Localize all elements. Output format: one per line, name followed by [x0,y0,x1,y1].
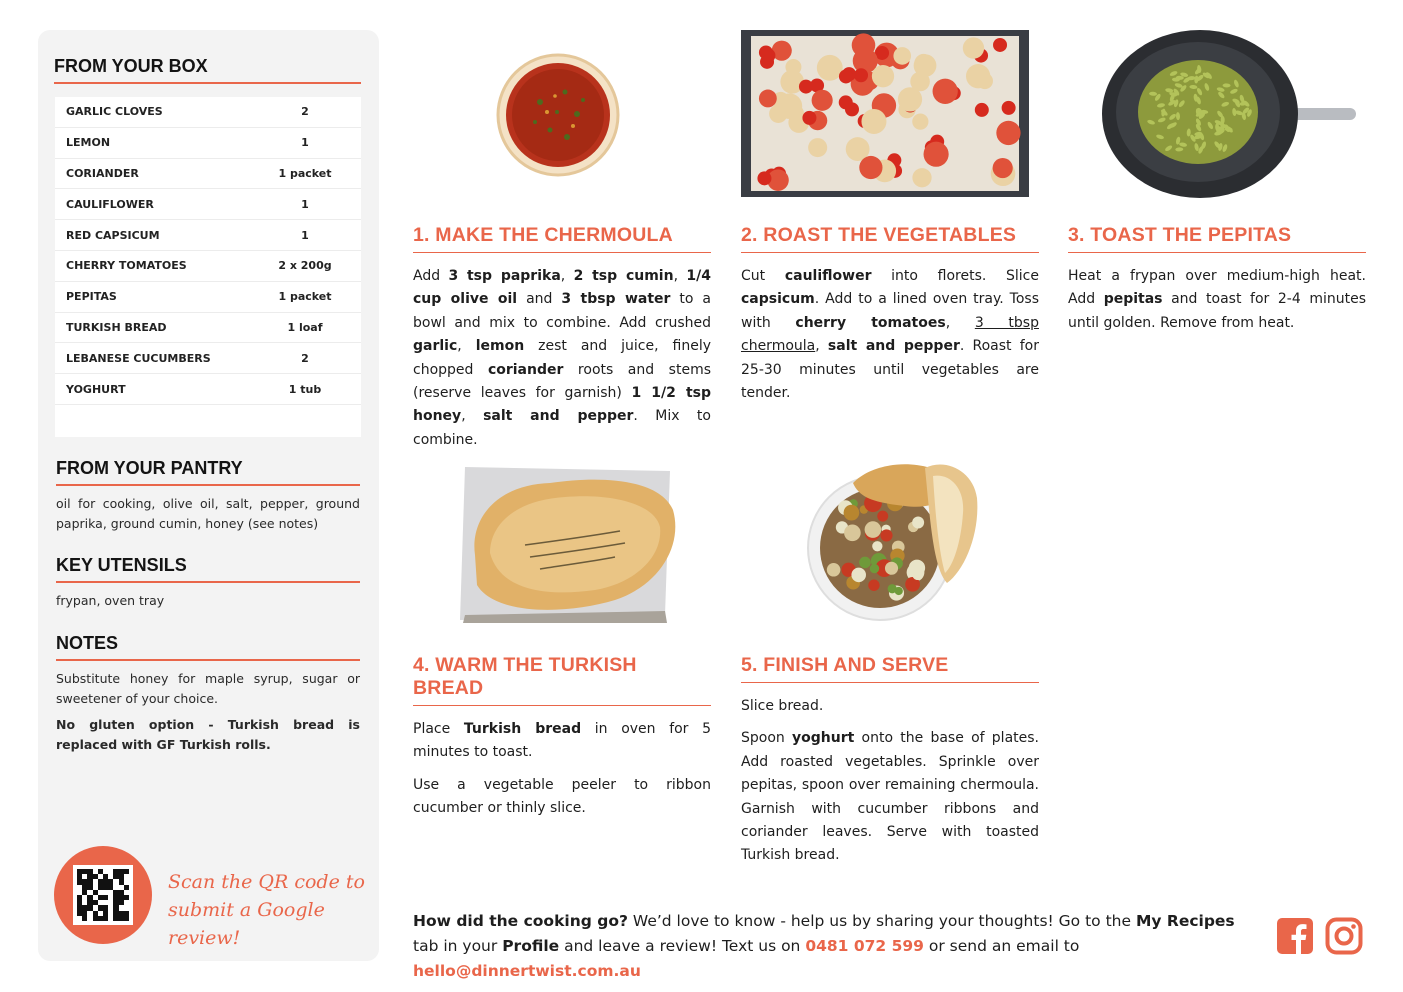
step-text-run: to a bowl and mix to combine. Add crushed [413,291,711,331]
step-text-run: Slice bread. [741,698,824,714]
utensils-section [56,555,360,611]
step-4-text [413,718,711,821]
step-paragraph [413,265,711,452]
ingredients-sidebar [38,30,379,961]
from-your-pantry-title: FROM YOUR PANTRY [56,458,360,486]
notes-title: NOTES [56,633,360,661]
ingredient-qty: 2 [301,351,309,365]
step-paragraph [413,718,711,765]
email-link[interactable]: hello@dinnertwist.com.au [413,962,641,980]
step-paragraph [1068,265,1366,335]
ingredient-row [55,313,361,344]
phone-link[interactable]: 0481 072 599 [805,937,924,955]
ingredient-row [55,159,361,190]
step-text-run: roots and stems (reserve leaves for garnish) [413,361,711,402]
notes-gluten-text: No gluten option - Turkish bread is replaced with GF Turkish rolls. [56,717,360,752]
step-text-run: Heat a frypan over medium-high heat. Add [1068,268,1366,308]
ingredient-highlight: 1 1/2 tsp honey [413,385,711,425]
step-text-run: Add [413,268,449,284]
step-text-run: into florets. Slice [871,268,1039,284]
step-1-title: 1. MAKE THE CHERMOULA [413,224,711,253]
ingredient-highlight: Turkish bread [463,721,582,737]
step-text-run: onto the base of plates. Add roasted vegetables. Sprinkle over pepitas, spoon over remaining chermoula. Garnish with cucumber ribbons and coriander leaves. Serve with toasted Turkish bread. [741,730,1039,864]
step-4 [413,654,711,821]
ingredient-highlight: pepitas [1103,291,1163,308]
footer-question: How did the cooking go? [413,912,628,930]
ingredient-highlight: 3 tbsp chermoula [741,314,1039,355]
ingredient-qty: 1 [301,228,309,242]
ingredient-qty: 2 [301,105,309,119]
ingredient-row [55,189,361,220]
step-text-run: Cut [741,268,785,284]
step-2-text [741,265,1039,405]
step-text-run: , [461,408,484,425]
ingredient-row [55,220,361,251]
step-text-run: , [673,268,687,284]
ingredient-highlight: 3 tsp paprika [448,268,561,284]
step-text-run: Use a vegetable peeler to ribbon cucumber or thinly slice. [413,776,711,817]
step-text-run: . Add to a lined oven tray. Toss with [741,291,1039,331]
ingredient-qty: 1 tub [288,382,322,396]
utensils-text: frypan, oven tray [56,593,165,608]
step-paragraph [741,265,1039,405]
roast-vegetables-tray-image [741,30,1029,197]
ingredient-row [55,128,361,159]
my-recipes-link[interactable]: My Recipes [1135,912,1235,930]
step-text-run: and toast for 2-4 minutes until golden. Remove from heat. [1068,291,1366,331]
step-text-run: and [517,291,562,308]
footer-text-4: or send an email to [923,937,1080,955]
key-utensils-title: KEY UTENSILS [56,555,360,583]
qr-review-text [168,868,368,952]
ingredient-qty: 1 loaf [287,320,323,334]
step-5-title: 5. FINISH AND SERVE [741,654,1039,683]
qr-text-line2: submit a Google review! [168,899,325,949]
step-text-run: , [560,268,574,284]
step-paragraph [741,727,1039,867]
step-text-run: . Mix to combine. [413,408,711,448]
step-2-title: 2. ROAST THE VEGETABLES [741,224,1039,253]
footer-text-2: tab in your [413,937,503,955]
ingredient-row [55,282,361,313]
step-1 [413,224,711,452]
ingredient-qty: 1 packet [278,290,332,304]
frypan-pepitas-image [1100,30,1358,198]
ingredient-highlight: yoghurt [792,730,855,747]
ingredient-name: LEBANESE CUCUMBERS [66,351,211,365]
step-5-text [741,695,1039,868]
ingredient-highlight: cauliflower [784,268,872,284]
qr-code-badge[interactable] [54,846,152,944]
step-2 [741,224,1039,405]
ingredient-highlight: cherry tomatoes [795,314,946,331]
step-4-title: 4. WARM THE TURKISH BREAD [413,654,711,706]
ingredient-highlight: 3 tbsp water [561,291,671,308]
ingredient-name: PEPITAS [66,290,117,304]
ingredient-highlight: salt and pepper [827,338,960,355]
ingredient-highlight: salt and pepper [483,408,634,425]
ingredient-name: LEMON [66,136,111,150]
ingredient-name: YOGHURT [66,382,126,396]
ingredient-row [55,251,361,282]
pantry-section [56,458,360,534]
footer-text-1: We’d love to know - help us by sharing your thoughts! Go to the [627,912,1136,930]
notes-text: Substitute honey for maple syrup, sugar or sweetener of your choice. [56,671,360,706]
chermoula-bowl-image [495,52,621,178]
ingredient-qty: 1 [301,136,309,150]
profile-link[interactable]: Profile [502,937,560,955]
ingredient-highlight: lemon [475,338,525,355]
pantry-text: oil for cooking, olive oil, salt, pepper, ground paprika, ground cumin, honey (see notes) [56,496,360,531]
step-3-text [1068,265,1366,335]
qr-text-line1: Scan the QR code to [168,871,365,893]
ingredient-name: CHERRY TOMATOES [66,259,187,273]
ingredient-qty: 1 [301,197,309,211]
ingredient-highlight: coriander [487,361,564,378]
turkish-bread-image [455,465,683,623]
step-3-title: 3. TOAST THE PEPITAS [1068,224,1366,253]
ingredient-row [55,97,361,128]
ingredient-name: GARLIC CLOVES [66,105,163,119]
step-text-run: Place [413,721,464,737]
footer-text-3: and leave a review! Text us on [559,937,806,955]
ingredient-name: CAULIFLOWER [66,197,154,211]
step-5 [741,654,1039,868]
ingredient-name: CORIANDER [66,166,139,180]
qr-code-icon[interactable] [73,865,133,925]
ingredient-highlight: 1/4 cup olive oil [413,268,711,308]
feedback-footer [413,909,1263,984]
ingredient-name: RED CAPSICUM [66,228,160,242]
step-text-run: , [945,314,975,331]
facebook-icon[interactable] [1276,917,1314,955]
step-text-run: , [457,338,476,355]
step-3 [1068,224,1366,335]
step-paragraph [741,695,1039,718]
ingredient-highlight: garlic [413,338,458,355]
step-1-text [413,265,711,452]
ingredient-name: TURKISH BREAD [66,320,167,334]
notes-section [56,633,360,755]
ingredient-qty: 2 x 200g [278,259,332,273]
step-text-run: in oven for 5 minutes to toast. [413,721,712,761]
step-text-run: , [815,338,828,355]
finished-dish-image [805,458,980,624]
step-text-run: Spoon [741,730,793,747]
instagram-icon[interactable] [1325,917,1363,955]
ingredient-highlight: capsicum [741,291,815,308]
ingredients-table [55,97,361,437]
from-your-box-title: FROM YOUR BOX [54,56,361,84]
step-paragraph [413,774,711,821]
ingredient-row [55,374,361,405]
step-text-run: zest and juice, finely chopped [413,338,711,378]
step-text-run: . Roast for 25-30 minutes until vegetables are tender. [741,338,1039,402]
ingredient-row [55,343,361,374]
ingredient-qty: 1 packet [278,166,332,180]
ingredient-highlight: 2 tsp cumin [573,268,674,284]
